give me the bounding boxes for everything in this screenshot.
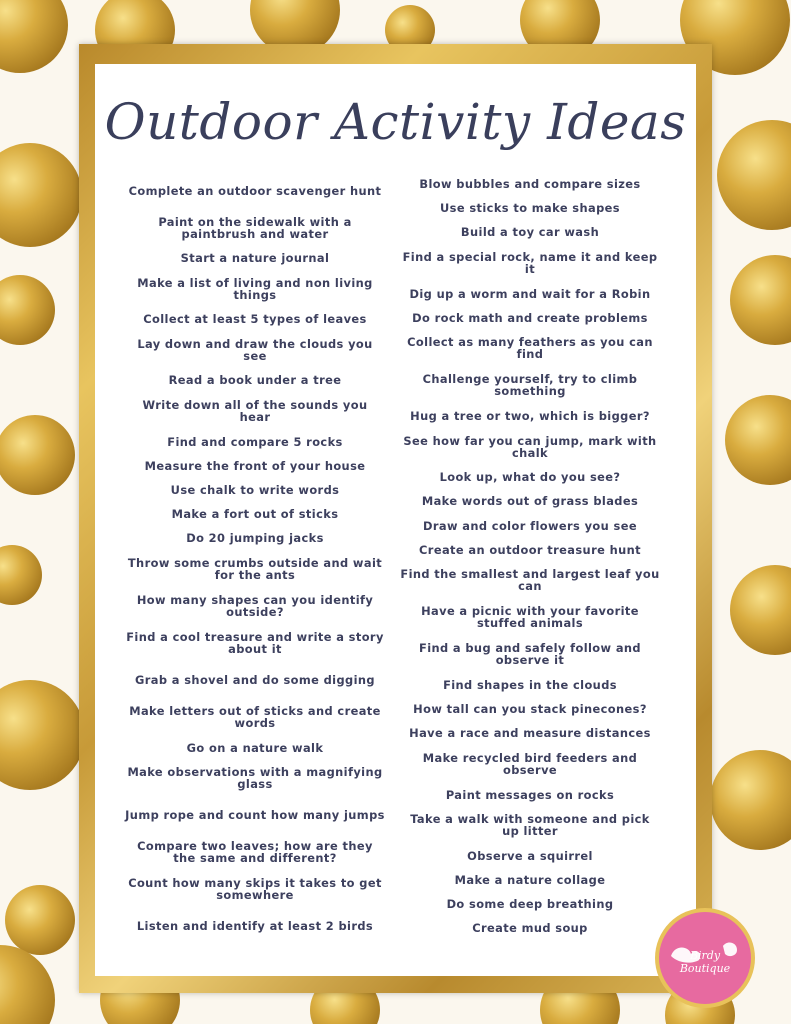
right-activity-list xyxy=(400,172,660,940)
activity-item: Challenge yourself, try to climb something xyxy=(422,372,638,399)
activity-item: Find a bug and safely follow and observe it xyxy=(419,641,641,668)
activity-item: Make a nature collage xyxy=(454,872,606,887)
activity-item: Use sticks to make shapes xyxy=(440,201,620,216)
activity-item: Make observations with a magnifying glass xyxy=(127,765,383,792)
activity-item: Write down all of the sounds you hear xyxy=(142,398,368,425)
activity-item: Make recycled bird feeders and observe xyxy=(422,750,638,777)
activity-item: Measure the front of your house xyxy=(144,458,366,473)
activity-item: Find the smallest and largest leaf you can xyxy=(400,567,660,594)
activity-item: Find shapes in the clouds xyxy=(443,677,617,692)
left-activity-list xyxy=(125,172,385,945)
activity-item: Dig up a worm and wait for a Robin xyxy=(409,286,651,301)
birdy-boutique-logo xyxy=(653,906,757,1010)
activity-item: Go on a nature walk xyxy=(186,740,324,755)
activity-item: Build a toy car wash xyxy=(460,225,600,240)
activity-item: Look up, what do you see? xyxy=(439,470,621,485)
activity-item: Complete an outdoor scavenger hunt xyxy=(128,183,382,198)
activity-item: Find a special rock, name it and keep it xyxy=(402,250,658,277)
activity-item: Make a list of living and non living things xyxy=(137,275,373,302)
activity-item: Do 20 jumping jacks xyxy=(186,531,324,546)
activity-item: Lay down and draw the clouds you see xyxy=(137,336,373,363)
activity-item: Jump rope and count how many jumps xyxy=(125,808,385,823)
activity-item: Hug a tree or two, which is bigger? xyxy=(410,409,650,424)
activity-item: Make a fort out of sticks xyxy=(171,507,339,522)
activity-item: Start a nature journal xyxy=(180,251,330,266)
logo-text-line1: Birdy xyxy=(689,949,721,962)
activity-item: Do some deep breathing xyxy=(446,897,614,912)
activity-item: Have a picnic with your favorite stuffed animals xyxy=(421,604,639,631)
activity-item: Have a race and measure distances xyxy=(409,726,651,741)
activity-item: Create an outdoor treasure hunt xyxy=(419,542,641,557)
activity-item: See how far you can jump, mark with chalk xyxy=(403,433,657,460)
activity-item: Collect at least 5 types of leaves xyxy=(143,312,367,327)
activity-item: Compare two leaves; how are they the same and different? xyxy=(137,839,373,866)
activity-item: Create mud soup xyxy=(472,921,588,936)
activity-item: Listen and identify at least 2 birds xyxy=(136,919,374,934)
activity-item: How many shapes can you identify outside? xyxy=(136,593,374,619)
page-title: Outdoor Activity Ideas xyxy=(104,93,687,151)
activity-item: Observe a squirrel xyxy=(467,848,593,863)
activity-item: Paint messages on rocks xyxy=(445,787,615,802)
activity-item: Paint on the sidewalk with a paintbrush and water xyxy=(158,214,352,241)
activity-item: Blow bubbles and compare sizes xyxy=(419,177,641,192)
activity-item: Collect as many feathers as you can find xyxy=(407,335,653,362)
activity-item: Make words out of grass blades xyxy=(421,494,639,509)
activity-item: Take a walk with someone and pick up litter xyxy=(410,812,650,839)
activity-item: Grab a shovel and do some digging xyxy=(135,673,375,687)
activity-item: Count how many skips it takes to get somewhere xyxy=(128,876,382,903)
activity-item: Use chalk to write words xyxy=(170,483,340,498)
activity-item: Throw some crumbs outside and wait for the ants xyxy=(127,556,383,582)
activity-item: Find and compare 5 rocks xyxy=(167,434,343,449)
activity-item: Do rock math and create problems xyxy=(412,310,648,325)
logo-text-line2: Boutique xyxy=(679,962,731,975)
activity-item: How tall can you stack pinecones? xyxy=(413,702,647,717)
activity-item: Draw and color flowers you see xyxy=(423,518,637,533)
activity-item: Read a book under a tree xyxy=(168,373,342,388)
activity-item: Find a cool treasure and write a story about it xyxy=(126,630,384,656)
activity-item: Make letters out of sticks and create words xyxy=(129,704,381,730)
